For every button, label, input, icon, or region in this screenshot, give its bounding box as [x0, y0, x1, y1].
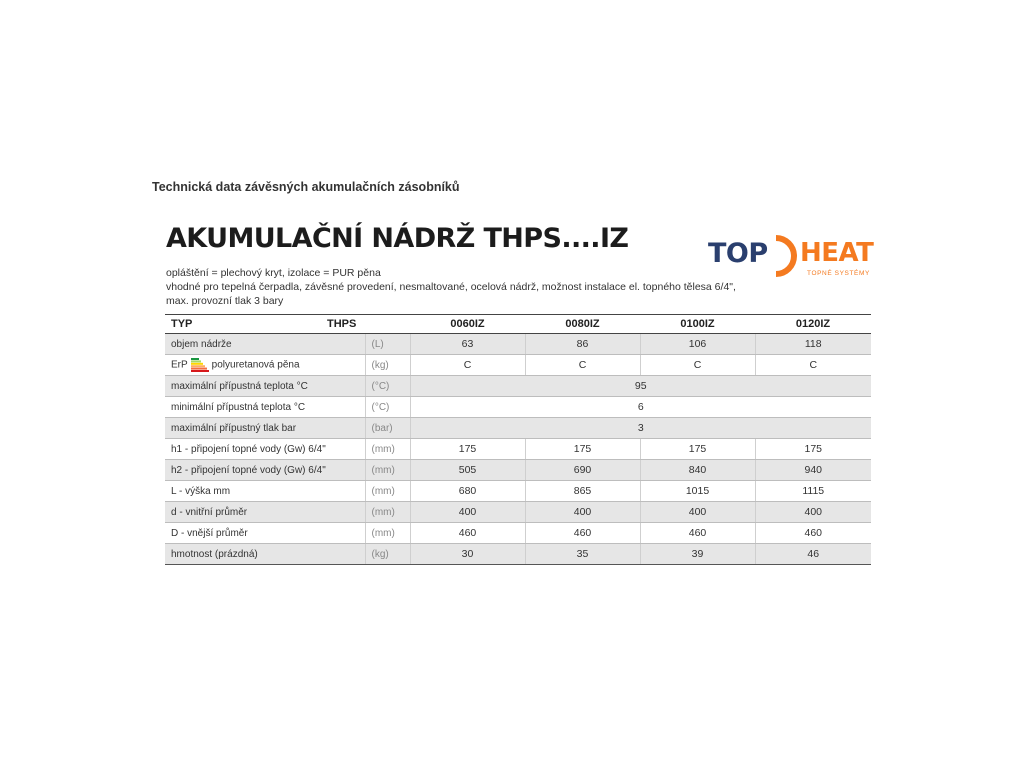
- row-value: C: [755, 355, 871, 376]
- row-value: C: [410, 355, 525, 376]
- header-thps: THPS: [327, 318, 357, 330]
- row-unit: (mm): [365, 481, 410, 502]
- logo-arc-icon: [772, 234, 798, 278]
- row-value: 175: [410, 439, 525, 460]
- product-description: [166, 266, 786, 308]
- row-value: 86: [525, 334, 640, 355]
- row-value: 460: [640, 523, 755, 544]
- row-value: 175: [525, 439, 640, 460]
- header-unit: [365, 315, 410, 334]
- brand-logo: [708, 230, 878, 286]
- row-merged-value: 3: [410, 418, 871, 439]
- row-value: 1015: [640, 481, 755, 502]
- row-merged-value: 6: [410, 397, 871, 418]
- row-value: 460: [525, 523, 640, 544]
- row-value: 30: [410, 544, 525, 565]
- table-row: [165, 460, 871, 481]
- row-value: 35: [525, 544, 640, 565]
- table-row: [165, 334, 871, 355]
- header-model: 0060IZ: [410, 315, 525, 334]
- erp-suffix: polyuretanová pěna: [211, 359, 300, 371]
- table-row: [165, 439, 871, 460]
- row-value: 1115: [755, 481, 871, 502]
- row-unit: (kg): [365, 544, 410, 565]
- table-row: [165, 481, 871, 502]
- row-value: 175: [640, 439, 755, 460]
- row-param: maximální přípustný tlak bar: [165, 418, 365, 439]
- energy-label-icon: [191, 358, 209, 372]
- row-unit: (L): [365, 334, 410, 355]
- row-value: C: [640, 355, 755, 376]
- description-line: max. provozní tlak 3 bary: [166, 295, 284, 307]
- row-value: 400: [525, 502, 640, 523]
- row-param: hmotnost (prázdná): [165, 544, 365, 565]
- row-unit: (bar): [365, 418, 410, 439]
- row-value: 460: [410, 523, 525, 544]
- product-title: AKUMULAČNÍ NÁDRŽ THPS....IZ: [166, 223, 629, 254]
- row-unit: (mm): [365, 523, 410, 544]
- row-value: 840: [640, 460, 755, 481]
- row-unit: (mm): [365, 460, 410, 481]
- row-value: 106: [640, 334, 755, 355]
- row-merged-value: 95: [410, 376, 871, 397]
- header-model: 0080IZ: [525, 315, 640, 334]
- logo-top-text: TOP: [708, 238, 768, 269]
- header-typ: TYP THPS: [165, 315, 365, 334]
- table-row: [165, 502, 871, 523]
- logo-subtitle: TOPNÉ SYSTÉMY: [807, 270, 870, 277]
- row-value: 460: [755, 523, 871, 544]
- row-param: h1 - připojení topné vody (Gw) 6/4": [165, 439, 365, 460]
- row-param: h2 - připojení topné vody (Gw) 6/4": [165, 460, 365, 481]
- row-value: 63: [410, 334, 525, 355]
- technical-data-table: [165, 314, 871, 565]
- row-value: 39: [640, 544, 755, 565]
- table-row: [165, 355, 871, 376]
- row-param: [165, 355, 365, 376]
- row-value: 680: [410, 481, 525, 502]
- erp-label: ErP: [171, 359, 188, 371]
- row-param: L - výška mm: [165, 481, 365, 502]
- row-value: C: [525, 355, 640, 376]
- row-value: 118: [755, 334, 871, 355]
- row-value: 400: [410, 502, 525, 523]
- description-line: opláštění = plechový kryt, izolace = PUR pěna: [166, 267, 381, 279]
- table-header-row: [165, 315, 871, 334]
- logo-heat-text: HEAT: [800, 238, 874, 268]
- section-caption: Technická data závěsných akumulačních zásobníků: [152, 180, 460, 194]
- row-value: 690: [525, 460, 640, 481]
- row-unit: (°C): [365, 376, 410, 397]
- row-value: 505: [410, 460, 525, 481]
- table-row: [165, 397, 871, 418]
- row-param: maximální přípustná teplota °C: [165, 376, 365, 397]
- table-row: [165, 523, 871, 544]
- table-row: [165, 544, 871, 565]
- row-value: 175: [755, 439, 871, 460]
- row-unit: (mm): [365, 502, 410, 523]
- row-unit: (°C): [365, 397, 410, 418]
- row-value: 940: [755, 460, 871, 481]
- row-value: 400: [640, 502, 755, 523]
- row-param: minimální přípustná teplota °C: [165, 397, 365, 418]
- table-row: [165, 376, 871, 397]
- row-value: 865: [525, 481, 640, 502]
- row-value: 400: [755, 502, 871, 523]
- row-param: D - vnější průměr: [165, 523, 365, 544]
- row-unit: (mm): [365, 439, 410, 460]
- description-line: vhodné pro tepelná čerpadla, závěsné provedení, nesmaltované, ocelová nádrž, možnost instalace el. topného tělesa 6/4",: [166, 281, 736, 293]
- row-param: d - vnitřní průměr: [165, 502, 365, 523]
- header-model: 0120IZ: [755, 315, 871, 334]
- row-unit: (kg): [365, 355, 410, 376]
- row-param: objem nádrže: [165, 334, 365, 355]
- row-value: 46: [755, 544, 871, 565]
- table-row: [165, 418, 871, 439]
- header-model: 0100IZ: [640, 315, 755, 334]
